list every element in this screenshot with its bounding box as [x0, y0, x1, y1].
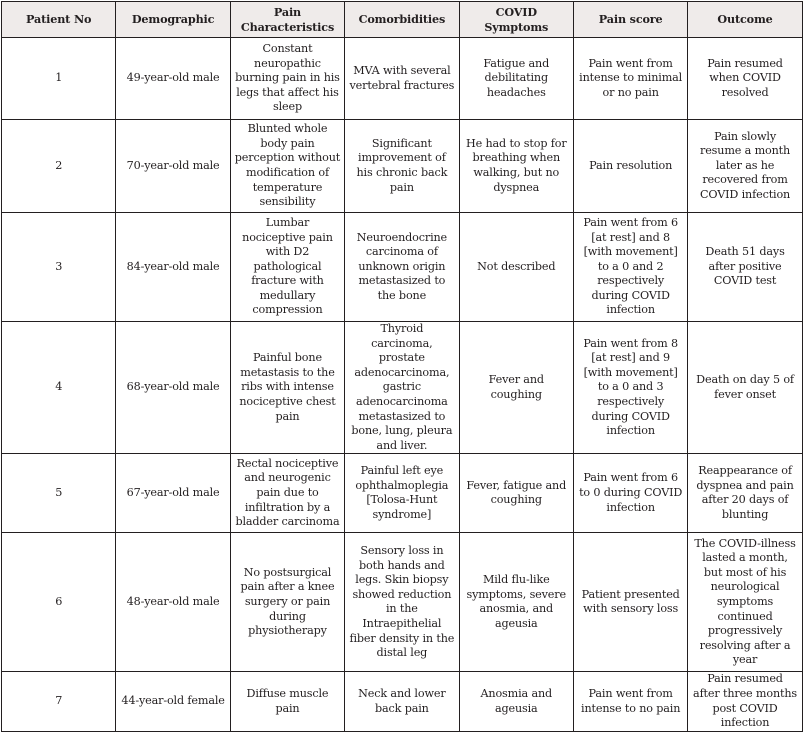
cell-pain-score: Pain went from 8 [at rest] and 9 [with movement] to a 0 and 3 respectively during COVID infection	[573, 322, 687, 454]
cell-comorbidities: Sensory loss in both hands and legs. Skin biopsy showed reduction in the Intraepithelial fiber density in the distal leg	[345, 533, 459, 672]
cell-outcome: Death on day 5 of fever onset	[688, 322, 802, 454]
header-outcome: Outcome	[688, 2, 802, 38]
cell-pain-characteristics: Diffuse muscle pain	[230, 672, 344, 731]
cell-demographic: 67-year-old male	[116, 454, 230, 533]
cell-outcome: Pain resumed when COVID resolved	[688, 38, 802, 120]
cell-covid-symptoms: Fever, fatigue and coughing	[459, 454, 573, 533]
cell-comorbidities: Significant improvement of his chronic back pain	[345, 120, 459, 213]
cell-patient-no: 6	[2, 533, 116, 672]
patient-case-table	[1, 1, 803, 732]
cell-patient-no: 2	[2, 120, 116, 213]
cell-patient-no: 4	[2, 322, 116, 454]
table-row	[2, 672, 803, 731]
cell-demographic: 84-year-old male	[116, 213, 230, 322]
table-row	[2, 120, 803, 213]
cell-covid-symptoms: He had to stop for breathing when walking, but no dyspnea	[459, 120, 573, 213]
cell-outcome: The COVID-illness lasted a month, but most of his neurological symptoms continued progressively resolving after a year	[688, 533, 802, 672]
cell-pain-score: Pain went from intense to minimal or no pain	[573, 38, 687, 120]
cell-comorbidities: Neuroendocrine carcinoma of unknown origin metastasized to the bone	[345, 213, 459, 322]
cell-pain-score: Pain went from 6 [at rest] and 8 [with movement] to a 0 and 2 respectively during COVID infection	[573, 213, 687, 322]
header-pain-score: Pain score	[573, 2, 687, 38]
cell-covid-symptoms: Fatigue and debilitating headaches	[459, 38, 573, 120]
header-row	[2, 2, 803, 38]
header-pain-characteristics: Pain Characteristics	[230, 2, 344, 38]
cell-demographic: 68-year-old male	[116, 322, 230, 454]
table-row	[2, 533, 803, 672]
cell-pain-characteristics: Blunted whole body pain perception without modification of temperature sensibility	[230, 120, 344, 213]
cell-comorbidities: Painful left eye ophthalmoplegia [Tolosa-Hunt syndrome]	[345, 454, 459, 533]
table-row	[2, 213, 803, 322]
cell-pain-score: Pain went from intense to no pain	[573, 672, 687, 731]
cell-comorbidities: Neck and lower back pain	[345, 672, 459, 731]
cell-demographic: 44-year-old female	[116, 672, 230, 731]
cell-pain-characteristics: Constant neuropathic burning pain in his legs that affect his sleep	[230, 38, 344, 120]
cell-patient-no: 3	[2, 213, 116, 322]
cell-comorbidities: Thyroid carcinoma, prostate adenocarcinoma, gastric adenocarcinoma metastasized to bone, lung, pleura and liver.	[345, 322, 459, 454]
cell-outcome: Reappearance of dyspnea and pain after 20 days of blunting	[688, 454, 802, 533]
cell-pain-score: Patient presented with sensory loss	[573, 533, 687, 672]
table-row	[2, 322, 803, 454]
cell-covid-symptoms: Anosmia and ageusia	[459, 672, 573, 731]
table-row	[2, 38, 803, 120]
cell-covid-symptoms: Mild flu-like symptoms, severe anosmia, and ageusia	[459, 533, 573, 672]
header-demographic: Demographic	[116, 2, 230, 38]
cell-outcome: Death 51 days after positive COVID test	[688, 213, 802, 322]
cell-outcome: Pain resumed after three months post COVID infection	[688, 672, 802, 731]
cell-demographic: 70-year-old male	[116, 120, 230, 213]
cell-pain-characteristics: Rectal nociceptive and neurogenic pain due to infiltration by a bladder carcinoma	[230, 454, 344, 533]
cell-covid-symptoms: Fever and coughing	[459, 322, 573, 454]
cell-pain-characteristics: No postsurgical pain after a knee surgery or pain during physiotherapy	[230, 533, 344, 672]
cell-patient-no: 5	[2, 454, 116, 533]
cell-patient-no: 1	[2, 38, 116, 120]
header-covid-symptoms: COVID Symptoms	[459, 2, 573, 38]
cell-pain-characteristics: Painful bone metastasis to the ribs with intense nociceptive chest pain	[230, 322, 344, 454]
cell-demographic: 48-year-old male	[116, 533, 230, 672]
cell-pain-score: Pain resolution	[573, 120, 687, 213]
cell-demographic: 49-year-old male	[116, 38, 230, 120]
cell-outcome: Pain slowly resume a month later as he recovered from COVID infection	[688, 120, 802, 213]
table-row	[2, 454, 803, 533]
cell-comorbidities: MVA with several vertebral fractures	[345, 38, 459, 120]
header-patient-no: Patient No	[2, 2, 116, 38]
cell-patient-no: 7	[2, 672, 116, 731]
cell-pain-score: Pain went from 6 to 0 during COVID infection	[573, 454, 687, 533]
header-comorbidities: Comorbidities	[345, 2, 459, 38]
cell-pain-characteristics: Lumbar nociceptive pain with D2 pathological fracture with medullary compression	[230, 213, 344, 322]
cell-covid-symptoms: Not described	[459, 213, 573, 322]
